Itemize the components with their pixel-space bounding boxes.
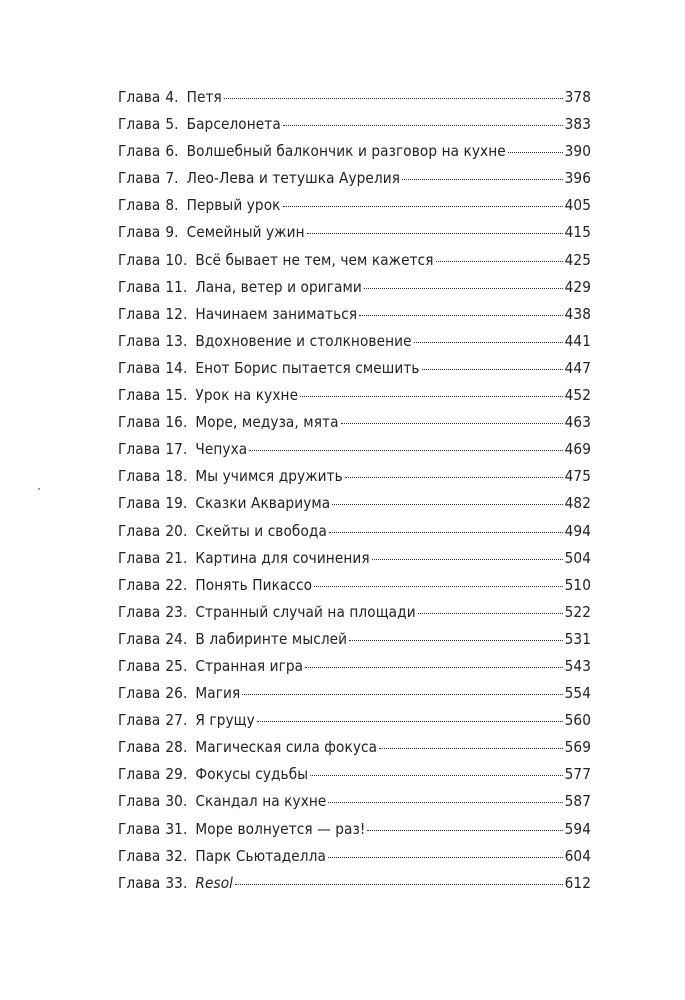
- chapter-number: 14.: [165, 358, 188, 377]
- chapter-number: 21.: [165, 548, 188, 567]
- chapter-number: 20.: [165, 521, 188, 540]
- chapter-title: Петя: [186, 88, 222, 106]
- toc-entry: [118, 305, 591, 332]
- chapter-title: Мы учимся дружить: [195, 467, 343, 486]
- dot-leader: [367, 830, 562, 831]
- chapter-title: Лана, ветер и оригами: [195, 277, 362, 296]
- chapter-number: 28.: [165, 738, 188, 757]
- chapter-word: Глава: [118, 819, 161, 838]
- dot-leader: [349, 640, 562, 641]
- dot-leader: [310, 775, 563, 776]
- chapter-word: Глава: [118, 196, 161, 215]
- chapter-word: Глава: [118, 223, 161, 242]
- toc-entry: [118, 549, 591, 576]
- chapter-word: Глава: [118, 494, 161, 513]
- toc-entry: [118, 278, 591, 305]
- page-number: 425: [564, 250, 591, 269]
- chapter-prefix: [118, 440, 187, 458]
- chapter-word: Глава: [118, 629, 161, 648]
- chapter-prefix: [118, 169, 179, 187]
- chapter-word: Глава: [118, 738, 161, 757]
- chapter-title: Странный случай на площади: [195, 602, 416, 621]
- chapter-prefix: [118, 765, 187, 783]
- toc-entry: [118, 522, 591, 549]
- dot-leader: [328, 802, 562, 803]
- toc-entry: [118, 792, 591, 819]
- chapter-word: Глава: [118, 467, 161, 486]
- dot-leader: [249, 450, 562, 451]
- chapter-title: Море, медуза, мята: [195, 413, 339, 432]
- dot-leader: [329, 532, 563, 533]
- page-number: 447: [564, 358, 591, 377]
- page-number: 504: [564, 548, 591, 567]
- toc-entry: [118, 440, 591, 467]
- chapter-number: 19.: [165, 494, 188, 513]
- chapter-number: 4.: [165, 88, 179, 106]
- chapter-title: Барселонета: [186, 115, 281, 134]
- chapter-prefix: [118, 711, 187, 729]
- toc-entry: [118, 359, 591, 386]
- page-number: 469: [564, 440, 591, 459]
- chapter-prefix: [118, 223, 179, 241]
- page-number: 415: [564, 223, 591, 242]
- chapter-prefix: [118, 467, 187, 485]
- dot-leader: [314, 586, 563, 587]
- chapter-title: Магическая сила фокуса: [195, 738, 378, 757]
- chapter-word: Глава: [118, 602, 161, 621]
- toc-entry: [118, 820, 591, 847]
- dot-leader: [257, 721, 563, 722]
- dot-leader: [418, 613, 563, 614]
- chapter-word: Глава: [118, 413, 161, 432]
- chapter-number: 27.: [165, 711, 188, 730]
- chapter-word: Глава: [118, 711, 161, 730]
- chapter-number: 10.: [165, 250, 188, 269]
- chapter-title: Чепуха: [195, 440, 248, 459]
- dot-leader: [359, 315, 562, 316]
- chapter-number: 8.: [165, 196, 179, 215]
- dot-leader: [436, 261, 563, 262]
- page-number: 554: [564, 684, 591, 703]
- chapter-word: Глава: [118, 765, 161, 784]
- dot-leader: [283, 206, 563, 207]
- chapter-word: Глава: [118, 548, 161, 567]
- chapter-prefix: [118, 359, 187, 377]
- page-number: 612: [564, 873, 591, 892]
- chapter-prefix: [118, 522, 187, 540]
- toc-entry: [118, 603, 591, 630]
- page-number: 577: [564, 765, 591, 784]
- chapter-prefix: [118, 684, 187, 702]
- page-number: 475: [564, 467, 591, 486]
- dot-leader: [402, 179, 563, 180]
- toc-entry: [118, 711, 591, 738]
- page-number: 463: [564, 413, 591, 432]
- chapter-word: Глава: [118, 115, 161, 134]
- chapter-number: 13.: [165, 331, 188, 350]
- chapter-number: 16.: [165, 413, 188, 432]
- toc-entry: [118, 115, 591, 142]
- toc-entry: [118, 630, 591, 657]
- chapter-prefix: [118, 630, 187, 648]
- chapter-title: Скандал на кухне: [195, 792, 327, 811]
- toc-entry: [118, 223, 591, 250]
- chapter-prefix: [118, 494, 187, 512]
- chapter-prefix: [118, 576, 187, 594]
- chapter-title: Вдохновение и столкновение: [195, 331, 412, 350]
- chapter-prefix: [118, 115, 179, 133]
- dot-leader: [224, 98, 563, 99]
- chapter-number: 31.: [165, 819, 188, 838]
- chapter-number: 25.: [165, 656, 188, 675]
- dot-leader: [305, 667, 562, 668]
- toc-entry: [118, 576, 591, 603]
- chapter-title: Магия: [195, 684, 241, 703]
- dot-leader: [307, 233, 563, 234]
- chapter-title: Семейный ужин: [186, 223, 305, 242]
- page-number: 494: [564, 521, 591, 540]
- chapter-number: 11.: [165, 277, 188, 296]
- chapter-number: 6.: [165, 142, 179, 161]
- page-number: 441: [564, 331, 591, 350]
- chapter-prefix: [118, 278, 187, 296]
- chapter-title: Картина для сочинения: [195, 548, 370, 567]
- chapter-prefix: [118, 549, 187, 567]
- chapter-word: Глава: [118, 521, 161, 540]
- chapter-prefix: [118, 88, 179, 106]
- dot-leader: [364, 288, 563, 289]
- chapter-title: Урок на кухне: [195, 386, 299, 405]
- chapter-title: Море волнуется — раз!: [195, 819, 366, 838]
- page-number: 543: [564, 656, 591, 675]
- page-number: 452: [564, 386, 591, 405]
- page-number: 383: [564, 115, 591, 134]
- scan-speck: [38, 488, 40, 490]
- dot-leader: [508, 152, 563, 153]
- chapter-title: Resol: [195, 873, 234, 892]
- dot-leader: [283, 125, 563, 126]
- dot-leader: [379, 748, 563, 749]
- page-number: 429: [564, 277, 591, 296]
- chapter-title: Сказки Аквариума: [195, 494, 331, 513]
- chapter-word: Глава: [118, 358, 161, 377]
- chapter-title: Понять Пикассо: [195, 575, 313, 594]
- chapter-title: В лабиринте мыслей: [195, 629, 348, 648]
- chapter-word: Глава: [118, 331, 161, 350]
- chapter-word: Глава: [118, 846, 161, 865]
- chapter-title: Лео-Лева и тетушка Аурелия: [186, 169, 401, 188]
- chapter-prefix: [118, 386, 187, 404]
- page-number: 390: [564, 142, 591, 161]
- chapter-prefix: [118, 142, 179, 160]
- chapter-prefix: [118, 847, 187, 865]
- toc-entry: [118, 874, 591, 901]
- page-number: 438: [564, 304, 591, 323]
- page-number: 522: [564, 602, 591, 621]
- chapter-word: Глава: [118, 304, 161, 323]
- dot-leader: [242, 694, 562, 695]
- page-number: 510: [564, 575, 591, 594]
- chapter-number: 5.: [165, 115, 179, 134]
- page-number: 396: [564, 169, 591, 188]
- dot-leader: [422, 369, 563, 370]
- dot-leader: [332, 504, 562, 505]
- chapter-prefix: [118, 305, 187, 323]
- toc-entry: [118, 657, 591, 684]
- chapter-word: Глава: [118, 277, 161, 296]
- chapter-prefix: [118, 196, 179, 214]
- chapter-word: Глава: [118, 88, 161, 106]
- chapter-prefix: [118, 251, 187, 269]
- chapter-number: 29.: [165, 765, 188, 784]
- chapter-number: 17.: [165, 440, 188, 459]
- chapter-prefix: [118, 874, 187, 892]
- chapter-number: 22.: [165, 575, 188, 594]
- chapter-word: Глава: [118, 250, 161, 269]
- toc-entry: [118, 142, 591, 169]
- table-of-contents: [118, 88, 591, 901]
- toc-entry: [118, 765, 591, 792]
- page-number: 594: [564, 819, 591, 838]
- chapter-prefix: [118, 792, 187, 810]
- toc-entry: [118, 386, 591, 413]
- chapter-word: Глава: [118, 792, 161, 811]
- chapter-word: Глава: [118, 386, 161, 405]
- chapter-word: Глава: [118, 684, 161, 703]
- toc-entry: [118, 251, 591, 278]
- chapter-number: 26.: [165, 684, 188, 703]
- chapter-title: Я грущу: [195, 711, 255, 730]
- chapter-number: 12.: [165, 304, 188, 323]
- chapter-title: Всё бывает не тем, чем кажется: [195, 250, 434, 269]
- toc-entry: [118, 738, 591, 765]
- page-number: 587: [564, 792, 591, 811]
- chapter-prefix: [118, 413, 187, 431]
- toc-entry: [118, 467, 591, 494]
- chapter-number: 9.: [165, 223, 179, 242]
- chapter-number: 23.: [165, 602, 188, 621]
- toc-entry: [118, 847, 591, 874]
- page-number: 531: [564, 629, 591, 648]
- chapter-number: 24.: [165, 629, 188, 648]
- chapter-prefix: [118, 332, 187, 350]
- chapter-title: Енот Борис пытается смешить: [195, 358, 420, 377]
- toc-entry: [118, 196, 591, 223]
- toc-entry: [118, 494, 591, 521]
- chapter-title: Странная игра: [195, 656, 304, 675]
- chapter-title: Волшебный балкончик и разговор на кухне: [186, 142, 506, 161]
- chapter-number: 18.: [165, 467, 188, 486]
- chapter-title: Скейты и свобода: [195, 521, 327, 540]
- page-number: 569: [564, 738, 591, 757]
- chapter-number: 15.: [165, 386, 188, 405]
- chapter-word: Глава: [118, 575, 161, 594]
- dot-leader: [235, 884, 563, 885]
- chapter-word: Глава: [118, 440, 161, 459]
- page-number: 604: [564, 846, 591, 865]
- chapter-prefix: [118, 820, 187, 838]
- page-number: 405: [564, 196, 591, 215]
- chapter-number: 30.: [165, 792, 188, 811]
- page-number: 560: [564, 711, 591, 730]
- chapter-prefix: [118, 657, 187, 675]
- chapter-title: Фокусы судьбы: [195, 765, 309, 784]
- chapter-word: Глава: [118, 873, 161, 892]
- chapter-word: Глава: [118, 656, 161, 675]
- chapter-title: Первый урок: [186, 196, 281, 215]
- dot-leader: [328, 857, 563, 858]
- chapter-number: 7.: [165, 169, 179, 188]
- toc-entry: [118, 684, 591, 711]
- page-number: 482: [564, 494, 591, 513]
- toc-entry: [118, 169, 591, 196]
- chapter-word: Глава: [118, 169, 161, 188]
- toc-entry: [118, 88, 591, 115]
- dot-leader: [341, 423, 563, 424]
- chapter-number: 32.: [165, 846, 188, 865]
- chapter-prefix: [118, 603, 187, 621]
- dot-leader: [300, 396, 563, 397]
- dot-leader: [345, 477, 563, 478]
- toc-entry: [118, 413, 591, 440]
- chapter-word: Глава: [118, 142, 161, 161]
- toc-entry: [118, 332, 591, 359]
- chapter-prefix: [118, 738, 187, 756]
- chapter-number: 33.: [165, 873, 188, 892]
- chapter-title: Начинаем заниматься: [195, 304, 358, 323]
- chapter-title: Парк Сьютаделла: [195, 846, 326, 865]
- dot-leader: [372, 559, 563, 560]
- dot-leader: [414, 342, 563, 343]
- page-number: 378: [564, 88, 591, 106]
